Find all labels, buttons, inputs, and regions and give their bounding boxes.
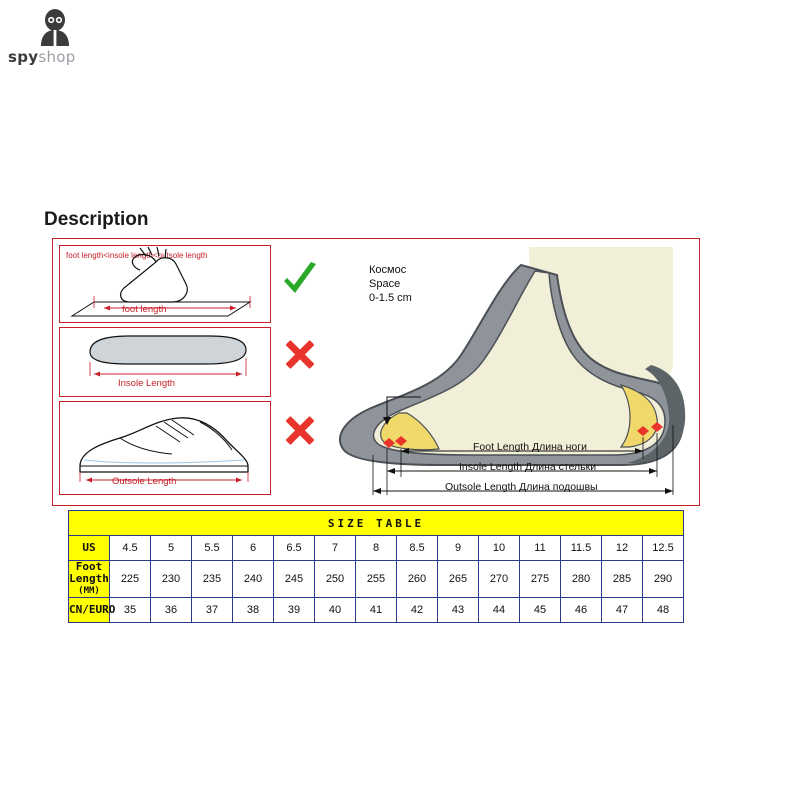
cell-foot-2: 235 [192, 561, 233, 598]
cell-euro-0: 35 [110, 598, 151, 623]
length-order-note: foot length<insole length<outsole length [66, 251, 208, 260]
red-cross-icon [283, 413, 317, 447]
dimension-outsole-length: Outsole Length Длина подошвы [445, 481, 598, 493]
space-label-value: 0-1.5 cm [369, 292, 412, 304]
row-header-foot-length [69, 561, 110, 598]
cell-us-6: 8 [356, 536, 397, 561]
cell-euro-10: 45 [520, 598, 561, 623]
space-label-en: Space [369, 278, 401, 290]
cell-us-12: 12 [602, 536, 643, 561]
cell-euro-2: 37 [192, 598, 233, 623]
foot-length-label: foot length [122, 304, 167, 315]
cell-us-9: 10 [479, 536, 520, 561]
green-check-icon [281, 261, 319, 301]
dimension-foot-length: Foot Length Длина ноги [473, 441, 587, 453]
cell-us-1: 5 [151, 536, 192, 561]
cell-foot-5: 250 [315, 561, 356, 598]
cell-foot-11: 280 [561, 561, 602, 598]
cell-euro-8: 43 [438, 598, 479, 623]
cell-us-11: 11.5 [561, 536, 602, 561]
cell-euro-13: 48 [643, 598, 684, 623]
dimension-insole-length: Insole Length Длина стельки [459, 461, 597, 473]
table-row [69, 598, 684, 623]
cell-foot-12: 285 [602, 561, 643, 598]
logo-word-shop: shop [38, 48, 76, 66]
cell-foot-1: 230 [151, 561, 192, 598]
cell-foot-8: 265 [438, 561, 479, 598]
table-row [69, 536, 684, 561]
cell-foot-9: 270 [479, 561, 520, 598]
space-gap-label [369, 263, 412, 305]
cell-euro-3: 38 [233, 598, 274, 623]
panel-foot-length [59, 245, 271, 323]
table-title-row [69, 511, 684, 536]
size-table [68, 510, 684, 623]
cell-us-2: 5.5 [192, 536, 233, 561]
panel-outsole-length [59, 401, 271, 495]
row-label-foot-length-unit: (MM) [78, 586, 100, 596]
cell-foot-4: 245 [274, 561, 315, 598]
logo-word-spy: spy [8, 48, 39, 66]
row-label-cn-euro: CN/EURO [69, 603, 116, 616]
cell-foot-0: 225 [110, 561, 151, 598]
size-table-title: SIZE TABLE [69, 511, 684, 536]
cell-us-7: 8.5 [397, 536, 438, 561]
logo-wordmark [8, 48, 76, 66]
cell-foot-13: 290 [643, 561, 684, 598]
outsole-length-label: Outsole Length [112, 476, 177, 487]
cell-us-8: 9 [438, 536, 479, 561]
diagram-right-column [321, 245, 695, 499]
cell-foot-10: 275 [520, 561, 561, 598]
cell-euro-12: 47 [602, 598, 643, 623]
row-label-foot-length: Foot Length [69, 560, 109, 585]
table-row [69, 561, 684, 598]
space-label-ru: Космос [369, 264, 407, 276]
cell-us-4: 6.5 [274, 536, 315, 561]
size-diagram [52, 238, 700, 506]
cell-foot-6: 255 [356, 561, 397, 598]
row-header-us [69, 536, 110, 561]
cell-euro-7: 42 [397, 598, 438, 623]
cell-foot-3: 240 [233, 561, 274, 598]
cell-us-13: 12.5 [643, 536, 684, 561]
site-logo[interactable] [8, 8, 118, 64]
cell-euro-6: 41 [356, 598, 397, 623]
row-label-us: US [82, 541, 96, 554]
cell-foot-7: 260 [397, 561, 438, 598]
cell-euro-1: 36 [151, 598, 192, 623]
row-header-cn-euro [69, 598, 116, 623]
cell-euro-9: 44 [479, 598, 520, 623]
cell-euro-4: 39 [274, 598, 315, 623]
cell-us-10: 11 [520, 536, 561, 561]
insole-length-label: Insole Length [118, 378, 176, 389]
spy-person-icon [36, 8, 74, 48]
cell-us-0: 4.5 [110, 536, 151, 561]
cell-euro-11: 46 [561, 598, 602, 623]
page-title: Description [44, 209, 149, 230]
cell-us-3: 6 [233, 536, 274, 561]
red-cross-icon [283, 337, 317, 371]
cell-euro-5: 40 [315, 598, 356, 623]
panel-insole-length [59, 327, 271, 397]
diagram-left-column [59, 245, 315, 499]
cell-us-5: 7 [315, 536, 356, 561]
